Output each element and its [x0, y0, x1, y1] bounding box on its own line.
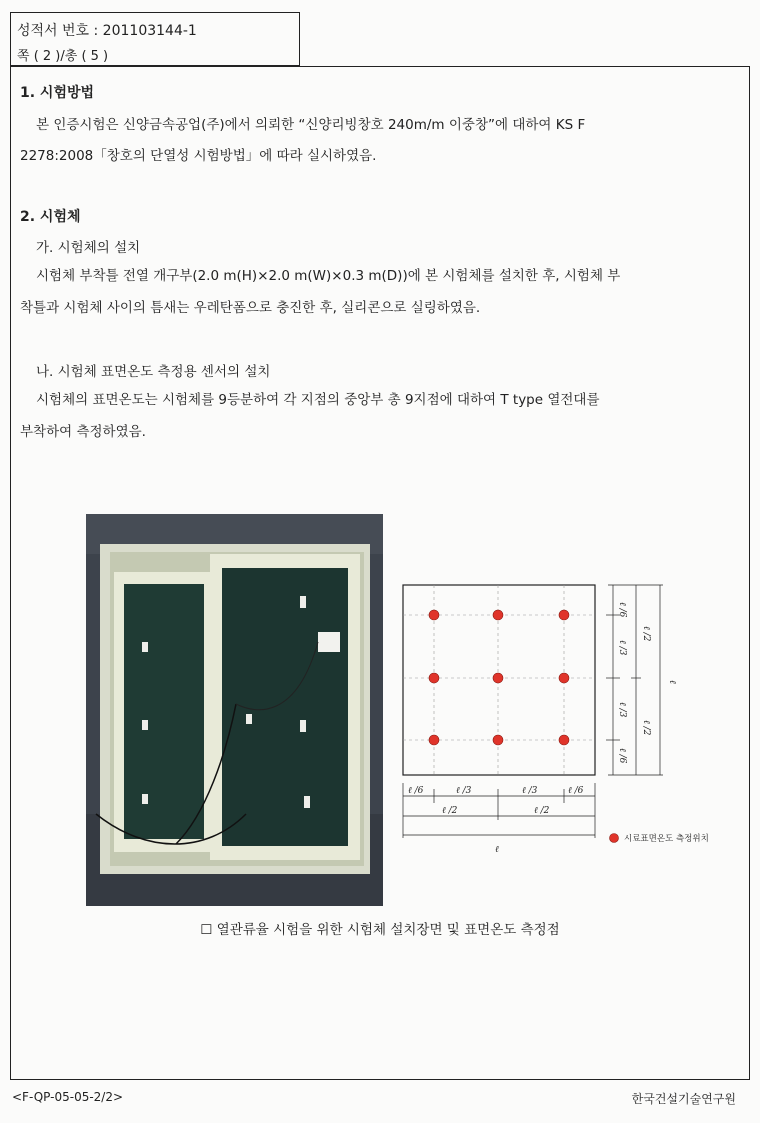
dim-r-l3-a: ℓ /3: [617, 640, 627, 656]
measurement-point-1: [429, 610, 439, 620]
report-header-box: [10, 12, 300, 66]
section1-title: 1. 시험방법: [20, 85, 95, 101]
measurement-point-diagram: [398, 580, 738, 860]
dim-b-l2-a: ℓ /2: [442, 806, 458, 816]
specimen-photo: [86, 514, 383, 906]
section1-line1: 본 인증시험은 신양금속공업(주)에서 의뢰한 “신양리빙창호 240m/m 이중창”에 대하여 KS F: [36, 117, 586, 133]
measurement-point-7: [429, 735, 439, 745]
measurement-point-9: [559, 735, 569, 745]
measurement-point-4: [429, 673, 439, 683]
measurement-point-5: [493, 673, 503, 683]
dim-r-l3-b: ℓ /3: [617, 702, 627, 718]
subsection-b-line2: 부착하여 측정하였음.: [20, 424, 146, 440]
legend-marker: [610, 834, 619, 843]
dim-b-l6-right: ℓ /6: [568, 786, 584, 796]
measurement-point-8: [493, 735, 503, 745]
dim-r-l2-a: ℓ /2: [641, 626, 651, 642]
report-number: 성적서 번호 : 201103144-1: [17, 23, 197, 39]
dim-b-l3-a: ℓ /3: [456, 786, 472, 796]
subsection-a-line2: 착틀과 시험체 사이의 틈새는 우레탄폼으로 충진한 후, 실리콘으로 실링하였음.: [20, 300, 481, 316]
dim-r-l2-b: ℓ /2: [641, 720, 651, 736]
dim-r-l: ℓ: [667, 680, 677, 684]
subsection-a-line1: 시험체 부착틀 전열 개구부(2.0 m(H)×2.0 m(W)×0.3 m(D))에 본 시험체를 설치한 후, 시험체 부: [36, 268, 621, 284]
measurement-point-2: [493, 610, 503, 620]
section1-line2: 2278:2008「창호의 단열성 시험방법」에 따라 실시하였음.: [20, 148, 377, 164]
measurement-point-3: [559, 610, 569, 620]
dim-b-l: ℓ: [495, 845, 499, 855]
dim-r-l6-top: ℓ /6: [617, 602, 627, 618]
measurement-point-6: [559, 673, 569, 683]
form-number: <F-QP-05-05-2/2>: [12, 1090, 124, 1104]
subsection-a-title: 가. 시험체의 설치: [36, 240, 141, 256]
figure-caption: ☐ 열관류율 시험을 위한 시험체 설치장면 및 표면온도 측정점: [200, 922, 560, 938]
section2-title: 2. 시험체: [20, 209, 81, 225]
dim-b-l2-b: ℓ /2: [534, 806, 550, 816]
subsection-b-line1: 시험체의 표면온도는 시험체를 9등분하여 각 지점의 중앙부 총 9지점에 대하여 T type 열전대를: [36, 392, 600, 408]
subsection-b-title: 나. 시험체 표면온도 측정용 센서의 설치: [36, 364, 271, 380]
legend-label: 시료표면온도 측정위치: [624, 834, 709, 844]
dim-b-l6-left: ℓ /6: [408, 786, 424, 796]
dim-r-l6-bottom: ℓ /6: [617, 748, 627, 764]
page-indicator: 쪽 ( 2 )/총 ( 5 ): [17, 49, 109, 64]
dim-b-l3-b: ℓ /3: [522, 786, 538, 796]
organization-name: 한국건설기술연구원: [631, 1092, 736, 1106]
